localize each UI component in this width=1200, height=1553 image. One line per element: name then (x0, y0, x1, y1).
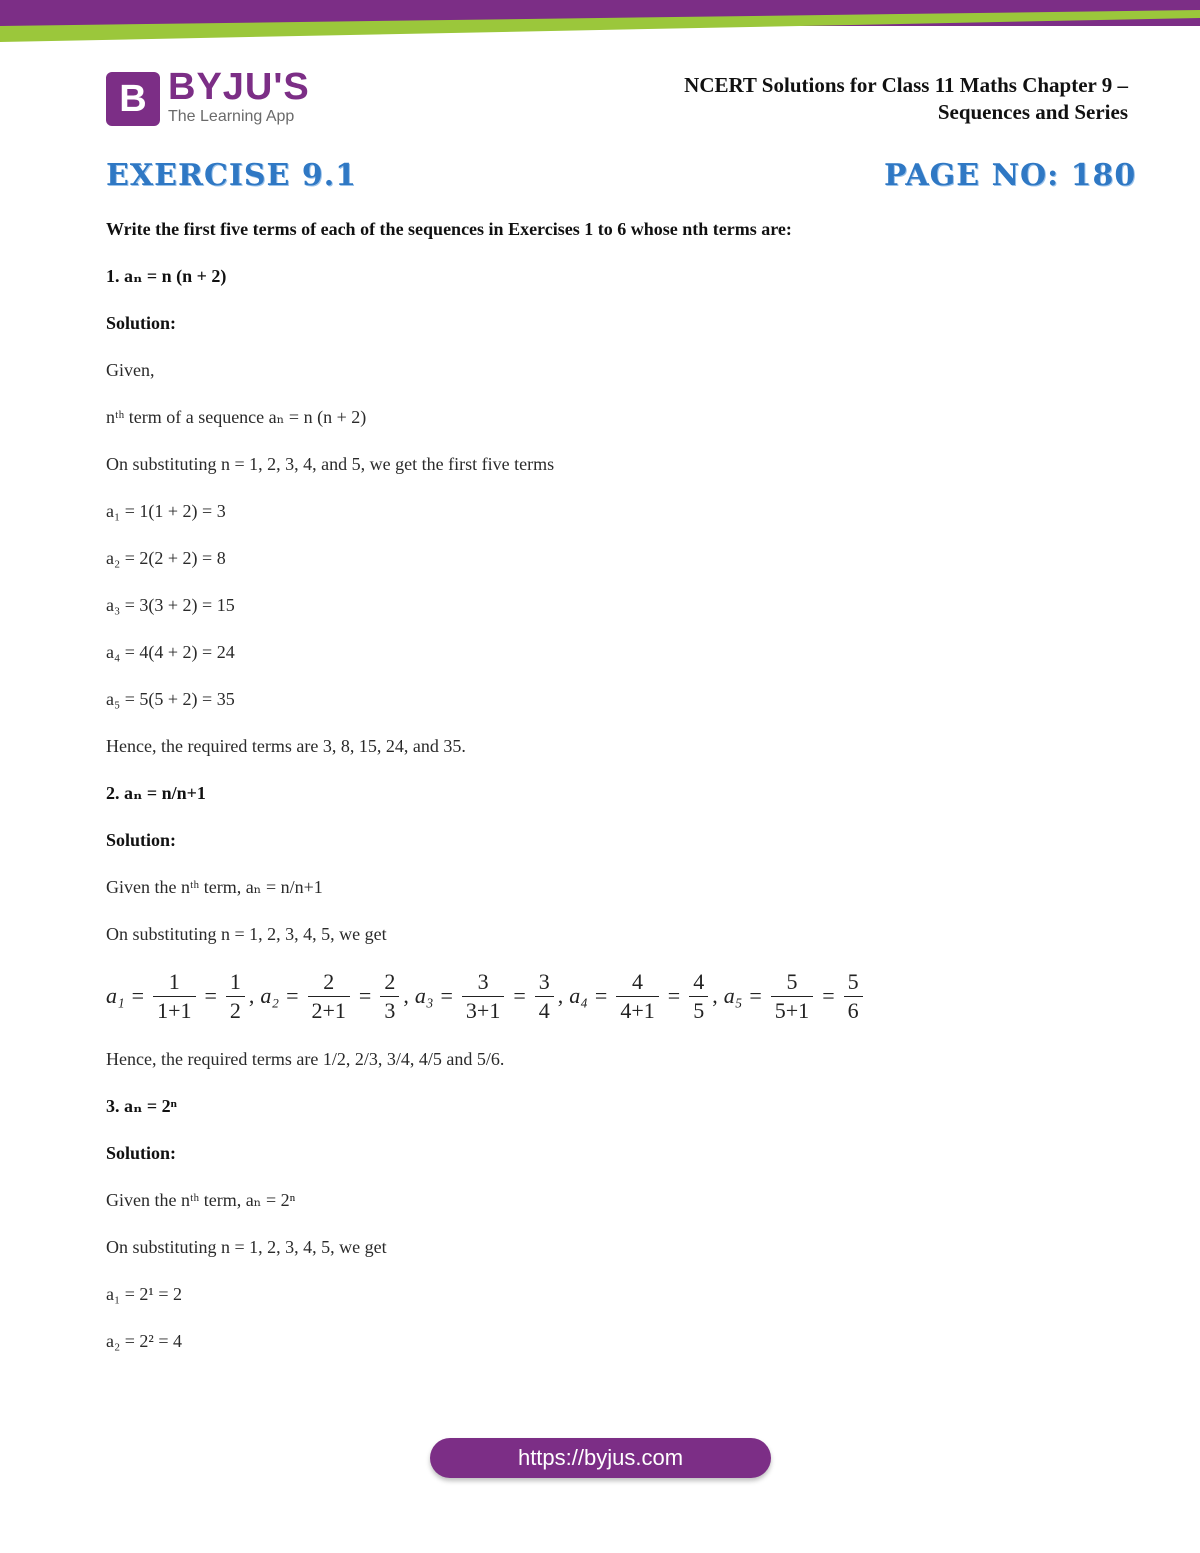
equals-sign: = (131, 983, 145, 1008)
fraction (844, 968, 863, 1025)
fraction-denominator: 2 (226, 996, 245, 1025)
text-line: a₂ = 2² = 4 (106, 1331, 182, 1351)
equals-sign: = (440, 983, 453, 1008)
text-line: a₃ = 3(3 + 2) = 15 (106, 595, 235, 615)
fraction-numerator: 1 (168, 968, 180, 994)
logo-letter: B (119, 78, 147, 120)
fraction-term (569, 968, 717, 1025)
text-line: a₂ = 2(2 + 2) = 8 (106, 548, 226, 568)
equals-sign: = (749, 983, 762, 1008)
fraction (616, 968, 658, 1025)
text-line: nᵗʰ term of a sequence aₙ = n (n + 2) (106, 407, 367, 427)
fraction (771, 968, 813, 1025)
comma: , (248, 983, 255, 1008)
equals-sign: = (286, 983, 299, 1008)
text-line: Solution: (106, 1143, 177, 1163)
text-line: On substituting n = 1, 2, 3, 4, 5, we get (106, 1237, 387, 1257)
text-line: On substituting n = 1, 2, 3, 4, and 5, we get the first five terms (106, 454, 555, 474)
fraction (226, 968, 245, 1025)
text-line: Solution: (106, 313, 177, 333)
text-line: Write the first five terms of each of the sequences in Exercises 1 to 6 whose nth terms are: (106, 219, 792, 239)
fraction-term (106, 968, 254, 1025)
content-before-fractions (106, 214, 1106, 949)
fraction-denominator: 1+1 (153, 996, 195, 1025)
fraction-numerator: 3 (477, 968, 489, 994)
solution-content (106, 214, 1106, 1373)
term-label: a₂ (260, 983, 280, 1008)
fraction-term (415, 968, 563, 1025)
text-line: a₄ = 4(4 + 2) = 24 (106, 642, 235, 662)
text-line: Given, (106, 360, 155, 380)
fraction-denominator: 2+1 (308, 996, 350, 1025)
logo-badge (106, 72, 160, 126)
comma: , (557, 983, 564, 1008)
logo-name: BYJU'S (168, 66, 310, 108)
text-line: Hence, the required terms are 3, 8, 15, 24, and 35. (106, 736, 466, 756)
text-line: 2. aₙ = n/n+1 (106, 783, 206, 803)
fraction-denominator: 4+1 (616, 996, 658, 1025)
comma: , (403, 983, 409, 1008)
fraction-denominator: 3 (380, 996, 399, 1025)
footer-link[interactable] (430, 1438, 771, 1478)
fraction (153, 968, 195, 1025)
text-line: a₁ = 2¹ = 2 (106, 1284, 182, 1304)
fraction (689, 968, 708, 1025)
text-line: a₅ = 5(5 + 2) = 35 (106, 689, 235, 709)
logo-tagline: The Learning App (168, 108, 295, 125)
fraction-numerator: 5 (847, 968, 859, 994)
fraction (462, 968, 504, 1025)
text-line: Solution: (106, 830, 177, 850)
document-title-line2: Sequences and Series (937, 100, 1128, 124)
equals-sign: = (358, 983, 372, 1008)
text-line: Given the nᵗʰ term, aₙ = 2ⁿ (106, 1190, 296, 1210)
equals-sign: = (594, 983, 608, 1008)
fraction-denominator: 5 (689, 996, 708, 1025)
fraction-numerator: 4 (632, 968, 644, 994)
equals-sign: = (513, 983, 526, 1008)
top-banner (0, 0, 1200, 44)
comma: , (712, 983, 718, 1008)
fraction-denominator: 3+1 (462, 996, 504, 1025)
fraction (308, 968, 350, 1025)
text-line: 1. aₙ = n (n + 2) (106, 266, 227, 286)
equals-sign: = (204, 983, 217, 1008)
footer-url[interactable]: https://byjus.com (517, 1445, 684, 1470)
text-line: 3. aₙ = 2ⁿ (106, 1096, 177, 1116)
fraction-numerator: 3 (538, 968, 550, 994)
page-number: PAGE NO: 180 (884, 158, 1137, 193)
document-title-line1: NCERT Solutions for Class 11 Maths Chapter 9 – (684, 73, 1128, 97)
content-after-fractions (106, 1044, 1106, 1356)
equals-sign: = (822, 983, 835, 1008)
text-line: a₁ = 1(1 + 2) = 3 (106, 501, 226, 521)
term-label: a₁ (106, 983, 125, 1008)
fraction-term (724, 968, 865, 1025)
text-line: Hence, the required terms are 1/2, 2/3, 3/4, 4/5 and 5/6. (106, 1049, 505, 1069)
fraction-numerator: 4 (693, 968, 705, 994)
fraction-numerator: 2 (323, 968, 335, 994)
fraction (380, 968, 399, 1025)
exercise-title: EXERCISE 9.1 (106, 158, 358, 193)
fraction (535, 968, 554, 1025)
text-line: On substituting n = 1, 2, 3, 4, 5, we get (106, 924, 387, 944)
fraction-denominator: 5+1 (771, 996, 813, 1025)
fraction-numerator: 2 (384, 968, 396, 994)
term-label: a₃ (414, 983, 434, 1008)
text-line: Given the nᵗʰ term, aₙ = n/n+1 (106, 877, 323, 897)
term-label: a₄ (569, 983, 588, 1008)
byjus-logo (106, 66, 316, 130)
fraction-terms-row (106, 966, 1106, 1026)
fraction-denominator: 4 (535, 996, 554, 1025)
equals-sign: = (667, 983, 681, 1008)
term-label: a₅ (723, 983, 743, 1008)
fraction-numerator: 5 (786, 968, 798, 994)
document-title (684, 72, 1128, 126)
fraction-numerator: 1 (229, 968, 241, 994)
fraction-term (260, 968, 408, 1025)
fraction-denominator: 6 (844, 996, 863, 1025)
